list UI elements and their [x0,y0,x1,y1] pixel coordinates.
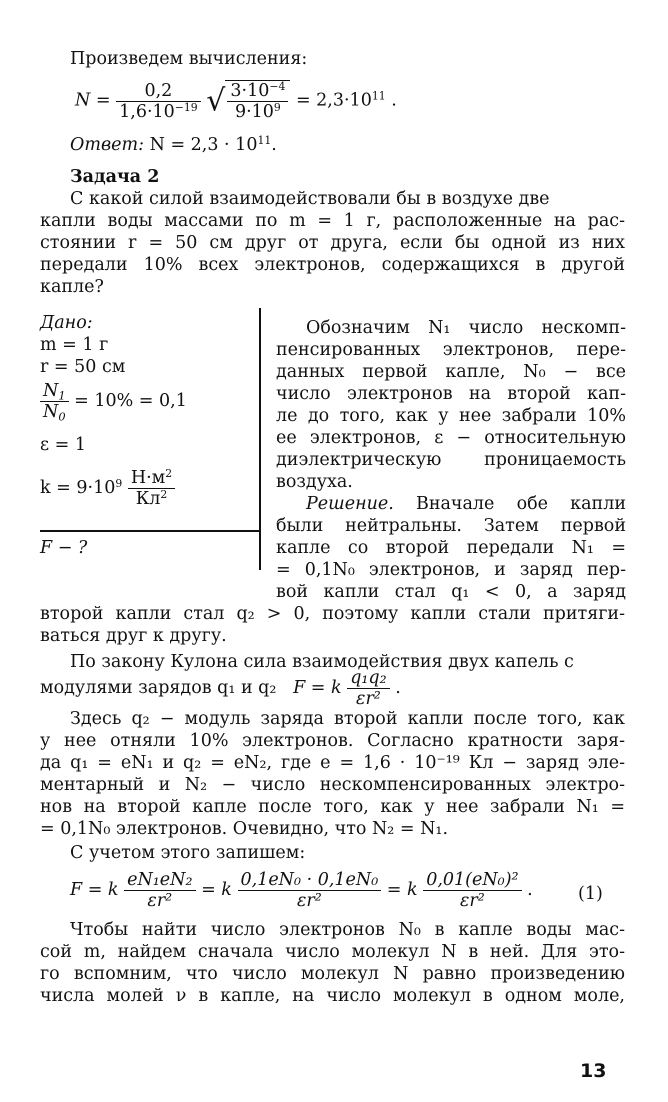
answer-value: N = 2,3 · 10 [149,135,258,155]
solution-line-3: = 0,1N₀ электронов, и заряд пер- [276,560,626,580]
task-line-1: капли воды массами по m = 1 г, расположенные на рас- [40,211,625,231]
solution-line-4: вой капли стал q₁ < 0, а заряд [276,582,626,602]
body3-line-0: Чтобы найти число электронов N₀ в капле воды мас- [70,920,625,940]
given-label: Дано: [40,313,93,333]
given-mass: m = 1 г [40,335,109,355]
equation-number: (1) [578,884,603,904]
right-line-7: воздуха. [276,472,353,492]
right-line-3: число электронов на второй кап- [276,384,626,404]
body3-line-1: сой m, найдем сначала число молекул N в ней. Для это- [40,942,625,962]
given-find: F − ? [40,538,88,558]
body2-line-0: Здесь q₂ − модуль заряда второй капли после того, как [70,709,625,729]
right-line-1: пенсированных электронов, пере- [276,340,626,360]
task-line-4: капле? [40,277,104,297]
task-line-0: С какой силой взаимодействовали бы в воздухе две [70,189,550,209]
solution-line-0: Решение. Вначале обе капли [306,494,626,514]
body2-line-3: ментарный и N₂ − число нескомпенсированных электро- [40,775,625,795]
body2-line-6: С учетом этого запишем: [70,843,306,863]
equation-1: F = k $\frac{\text{eN₁eN₂}}{\text{εr²}}$ = k $\frac{\text{0,1eN₀ · 0,1eN₀}}{\text{εr²}}$ = k $\frac{\text{0,01(eN₀)²}}{\text{εr²}}$ . [70,870,533,912]
solution-line-2: капле со второй передали N₁ = [276,538,626,558]
body2-line-5: = 0,1N₀ электронов. Очевидно, что N₂ = N₁. [40,819,449,839]
body3-line-2: го вспомним, что число молекул N равно произведению [40,964,625,984]
right-line-5: ее электронов, ε − относительную [276,428,626,448]
calc-result: = 2,3·10 [295,90,372,111]
answer-line: Ответ: $N = 2,3 \cdot 10^{11}$. [70,134,277,155]
calc-fraction: $\frac{0,2}{1,6\cdot 10^{-19}}$ [116,81,201,122]
body2-line-2: да q₁ = eN₁ и q₂ = eN₂, где e = 1,6 · 10⁻¹⁹ Кл − заряд эле- [40,753,625,773]
task-line-2: стоянии r = 50 см друг от друга, если бы одной из них [40,233,625,253]
body2-line-1: у нее отняли 10% электронов. Согласно кратности заря- [40,731,625,751]
answer-label: Ответ: [70,135,144,155]
coulomb-line: модулями зарядов q₁ и q₂ F = k $\frac{\text{q₁q₂}}{\text{εr²}}$ . [40,668,401,710]
given-ratio: $\frac{N_1}{N_0}$ = 10% = 0,1 [40,381,187,422]
body2-line-4: нов на второй капле после того, как у нее забрали N₁ = [40,797,625,817]
body3-line-3: числа молей ν в капле, на число молекул в одном моле, [40,986,625,1006]
page-number: 13 [580,1060,607,1082]
given-divider-horizontal [40,530,259,532]
solution-label: Решение. [306,494,394,514]
body-line-2: По закону Кулона сила взаимодействия двух капель с [70,652,574,672]
solution-line-1: были нейтральны. Затем первой [276,516,626,536]
right-line-4: ле до того, как у нее забрали 10% [276,406,626,426]
given-divider-vertical [259,308,261,570]
calc-sqrt: √ $\frac{3\cdot 10^{-4}}{9\cdot 10^9}$ [206,80,290,122]
right-line-2: данных первой капле, N₀ − все [276,362,626,382]
right-line-6: диэлектрическую проницаемость [276,450,626,470]
task-line-3: передали 10% всех электронов, содержащихся в другой [40,255,625,275]
calc-formula: N = $\frac{0,2}{1,6\cdot 10^{-19}}$ √ $\frac{3\cdot 10^{-4}}{9\cdot 10^9}$ = $2,3\cdot 10^{11}$ . [75,80,397,123]
task-title: Задача 2 [70,167,160,187]
given-k: $k = 9\cdot 10^9$ $\frac{Н\cdot м^2}{Кл^2}$ [40,468,175,509]
body-line-1: ваться друг к другу. [40,626,227,646]
given-distance: r = 50 см [40,357,126,377]
intro-text: Произведем вычисления: [70,49,308,69]
right-line-0: Обозначим N₁ число нескомп- [306,318,626,338]
given-epsilon: ε = 1 [40,435,86,455]
calc-lhs: N = [75,90,111,111]
body-line-0: второй капли стал q₂ > 0, поэтому капли стали притяги- [40,604,625,624]
